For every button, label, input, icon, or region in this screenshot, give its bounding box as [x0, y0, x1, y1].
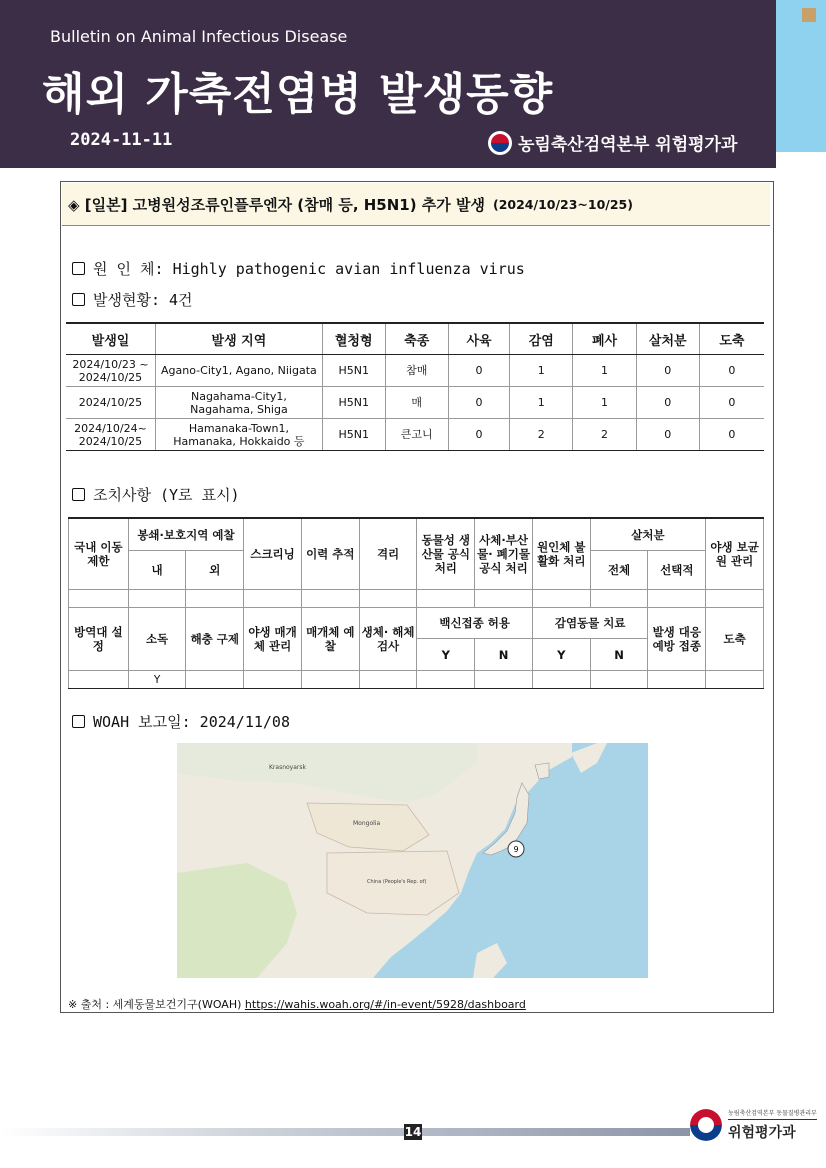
woah-text: WOAH 보고일: 2024/11/08: [93, 713, 290, 731]
bulletin-date: 2024-11-11: [70, 130, 173, 150]
bulletin-label: Bulletin on Animal Infectious Disease: [50, 27, 348, 46]
cell: Nagahama-City1, Nagahama, Shiga: [155, 387, 322, 419]
measure-header: 동물성 생산물 공식 처리: [417, 518, 475, 590]
cell: 0: [448, 355, 509, 387]
cell: 2: [573, 419, 636, 451]
measure-subheader: 선택적: [648, 551, 706, 590]
measure-header: 야생 매개체 관리: [244, 608, 302, 671]
page-title: 해외 가축전염병 발생동향: [42, 69, 554, 120]
map-marker-count: 9: [513, 845, 519, 854]
cell: Hamanaka-Town1, Hamanaka, Hokkaido 등: [155, 419, 322, 451]
measure-values-row: [69, 590, 764, 608]
map-label: Krasnoyarsk: [269, 764, 306, 771]
measure-header: 사체·부산물· 폐기물 공식 처리: [475, 518, 533, 590]
measure-header: 야생 보균원 관리: [706, 518, 764, 590]
occurrence-line: [72, 289, 193, 310]
cell: 0: [699, 355, 764, 387]
cell: 매: [385, 387, 448, 419]
measure-header: 백신접종 허용: [417, 608, 533, 639]
report-date-range: (2024/10/23~10/25): [493, 196, 633, 212]
measure-header: 격리: [359, 518, 417, 590]
map-label: Mongolia: [353, 820, 381, 827]
cell: 2: [510, 419, 573, 451]
org-label: [488, 130, 737, 155]
measure-header: 방역대 설정: [69, 608, 129, 671]
report-title: ◈ [일본] 고병원성조류인플루엔자 (참매 등, H5N1) 추가 발생: [68, 195, 485, 214]
measure-subheader: Y: [532, 639, 590, 671]
source-link[interactable]: https://wahis.woah.org/#/in-event/5928/dashboard: [244, 998, 526, 1011]
woah-line: [72, 711, 290, 732]
checkbox-square-icon: [72, 488, 85, 501]
footer-org-small: 농림축산검역본부 동물질병관리부: [728, 1110, 817, 1117]
col-header: 폐사: [573, 323, 636, 355]
cell: 1: [573, 387, 636, 419]
side-decoration: [776, 0, 826, 152]
checkbox-square-icon: [72, 262, 85, 275]
measure-header: 봉쇄·보호지역 예찰: [128, 518, 244, 551]
cell: 0: [699, 387, 764, 419]
table-header-row: [66, 323, 764, 355]
outbreak-map: [177, 743, 648, 978]
col-header: 혈청형: [322, 323, 385, 355]
measure-values-row: [69, 671, 764, 689]
pathogen-text: 원 인 체: Highly pathogenic avian influenza virus: [93, 260, 525, 278]
checkbox-square-icon: [72, 715, 85, 728]
cell: 참매: [385, 355, 448, 387]
measure-header: 감염동물 치료: [532, 608, 648, 639]
cell: 2024/10/23 ~ 2024/10/25: [66, 355, 155, 387]
measure-subheader: Y: [417, 639, 475, 671]
disinfect-value: Y: [128, 671, 186, 689]
report-title-bar: [62, 183, 770, 226]
footer-logo: [690, 1108, 817, 1142]
measure-subheader: 전체: [590, 551, 648, 590]
measure-header: 매개체 예찰: [301, 608, 359, 671]
measure-header: 스크리닝: [244, 518, 302, 590]
table-row: [66, 355, 764, 387]
measure-header: 생체· 해체 검사: [359, 608, 417, 671]
col-header: 사육: [448, 323, 509, 355]
measure-header: 국내 이동 제한: [69, 518, 129, 590]
measure-subheader: 외: [186, 551, 244, 590]
col-header: 도축: [699, 323, 764, 355]
cell: 0: [448, 419, 509, 451]
col-header: 감염: [510, 323, 573, 355]
measures-table: [68, 517, 764, 689]
source-line: [68, 996, 526, 1012]
cell: H5N1: [322, 355, 385, 387]
measure-header: 도축: [706, 608, 764, 671]
cell: 0: [636, 387, 699, 419]
measure-header: 해충 구제: [186, 608, 244, 671]
measure-subheader: N: [590, 639, 648, 671]
measure-header: 원인체 불활화 처리: [532, 518, 590, 590]
cell: 2024/10/24~ 2024/10/25: [66, 419, 155, 451]
cell: 0: [636, 355, 699, 387]
map-graphic: [177, 743, 648, 978]
cell: 1: [510, 387, 573, 419]
table-row: [66, 419, 764, 451]
org-name: 농림축산검역본부 위험평가과: [518, 135, 738, 155]
side-square-decoration: [802, 8, 816, 22]
measures-line: [72, 484, 240, 505]
cell: 0: [699, 419, 764, 451]
header-banner: [0, 0, 776, 168]
measure-header: 이력 추적: [301, 518, 359, 590]
measure-header: 발생 대응 예방 접종: [648, 608, 706, 671]
occurrence-text: 발생현황: 4건: [93, 291, 193, 309]
cell: H5N1: [322, 387, 385, 419]
col-header: 살처분: [636, 323, 699, 355]
source-prefix: ※ 출처 : 세계동물보건기구(WOAH): [68, 998, 242, 1011]
map-label: China (People's Rep. of): [367, 879, 427, 885]
cell: 0: [636, 419, 699, 451]
cell: 1: [510, 355, 573, 387]
measures-title: 조치사항 (Y로 표시): [93, 486, 240, 504]
outbreak-table: [66, 322, 764, 451]
col-header: 발생 지역: [155, 323, 322, 355]
pathogen-line: [72, 258, 525, 279]
government-emblem-icon: [690, 1109, 722, 1141]
measure-header: 살처분: [590, 518, 706, 551]
col-header: 발생일: [66, 323, 155, 355]
cell: 0: [448, 387, 509, 419]
cell: H5N1: [322, 419, 385, 451]
checkbox-square-icon: [72, 293, 85, 306]
page-number: 14: [404, 1125, 422, 1139]
government-emblem-icon: [488, 131, 512, 155]
measure-header: 소독: [128, 608, 186, 671]
measure-subheader: 내: [128, 551, 186, 590]
cell: 1: [573, 355, 636, 387]
footer-dept: 위험평가과: [728, 1119, 817, 1142]
cell: Agano-City1, Agano, Niigata: [155, 355, 322, 387]
col-header: 축종: [385, 323, 448, 355]
table-row: [66, 387, 764, 419]
measure-subheader: N: [475, 639, 533, 671]
cell: 큰고니: [385, 419, 448, 451]
footer-divider: [0, 1128, 690, 1136]
cell: 2024/10/25: [66, 387, 155, 419]
